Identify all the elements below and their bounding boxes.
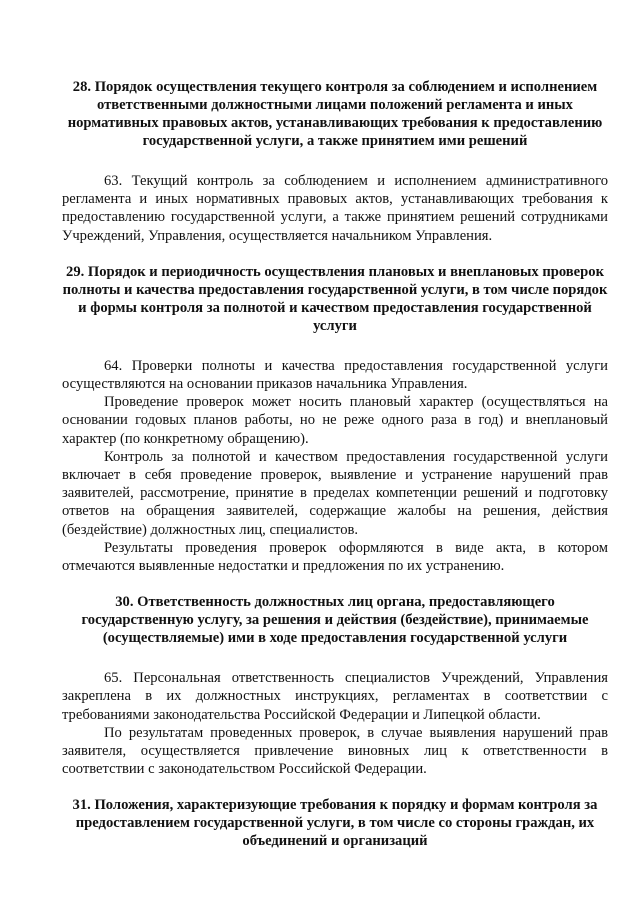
paragraph: 64. Проверки полноты и качества предоставления государственной услуги осуществляются на основании приказов начальника Управления. (62, 357, 608, 393)
paragraph: Результаты проведения проверок оформляются в виде акта, в котором отмечаются выявленные недостатки и предложения по их устранению. (62, 539, 608, 575)
document-page (62, 78, 608, 850)
section-28 (62, 78, 608, 245)
paragraph: 65. Персональная ответственность специалистов Учреждений, Управления закреплена в их должностных инструкциях, регламентах в соответствии с требованиями законодательства Российской Федерации и Липецкой области. (62, 670, 608, 723)
section-31 (62, 796, 608, 850)
section-heading: 29. Порядок и периодичность осуществления плановых и внеплановых проверок полноты и качества предоставления государственной услуги, в том числе порядок и формы контроля за полнотой и качеством предоставления государственной услуги (62, 263, 608, 334)
paragraph: Контроль за полнотой и качеством предоставления государственной услуги включает в себя проведение проверок, выявление и устранение нарушений прав заявителей, рассмотрение, принятие в пределах компетенции решений и подготовку ответов на обращения заявителей, содержащие жалобы на решения, действия (бездействие) должностных лиц, специалистов. (62, 448, 608, 538)
section-heading: 28. Порядок осуществления текущего контроля за соблюдением и исполнением ответственными должностными лицами положений регламента и иных нормативных правовых актов, устанавливающих требования к предоставлению государственной услуги, а также принятием ими решений (67, 79, 603, 149)
section-heading: 30. Ответственность должностных лиц органа, предоставляющего государственную услугу, за решения и действия (бездействие), принимаемые (осуществляемые) ими в ходе предоставления государственной услуги (81, 594, 589, 647)
paragraph: Проведение проверок может носить плановый характер (осуществляться на основании годовых планов работы, но не реже одного раза в год) и внеплановый характер (по конкретному обращению). (62, 394, 608, 447)
section-29 (62, 263, 608, 575)
paragraph: По результатам проведенных проверок, в случае выявления нарушений прав заявителя, осуществляется привлечение виновных лиц к ответственности в соответствии с законодательством Российской Федерации. (62, 724, 608, 778)
section-30 (62, 593, 608, 778)
paragraph: 63. Текущий контроль за соблюдением и исполнением административного регламента и иных нормативных правовых актов, устанавливающих требования к предоставлению государственной услуги, а также принятием решений сотрудниками Учреждений, Управления, осуществляется начальником Управления. (62, 173, 608, 244)
section-heading: 31. Положения, характеризующие требования к порядку и формам контроля за предоставлением государственной услуги, в том числе со стороны граждан, их объединений и организаций (72, 797, 598, 850)
